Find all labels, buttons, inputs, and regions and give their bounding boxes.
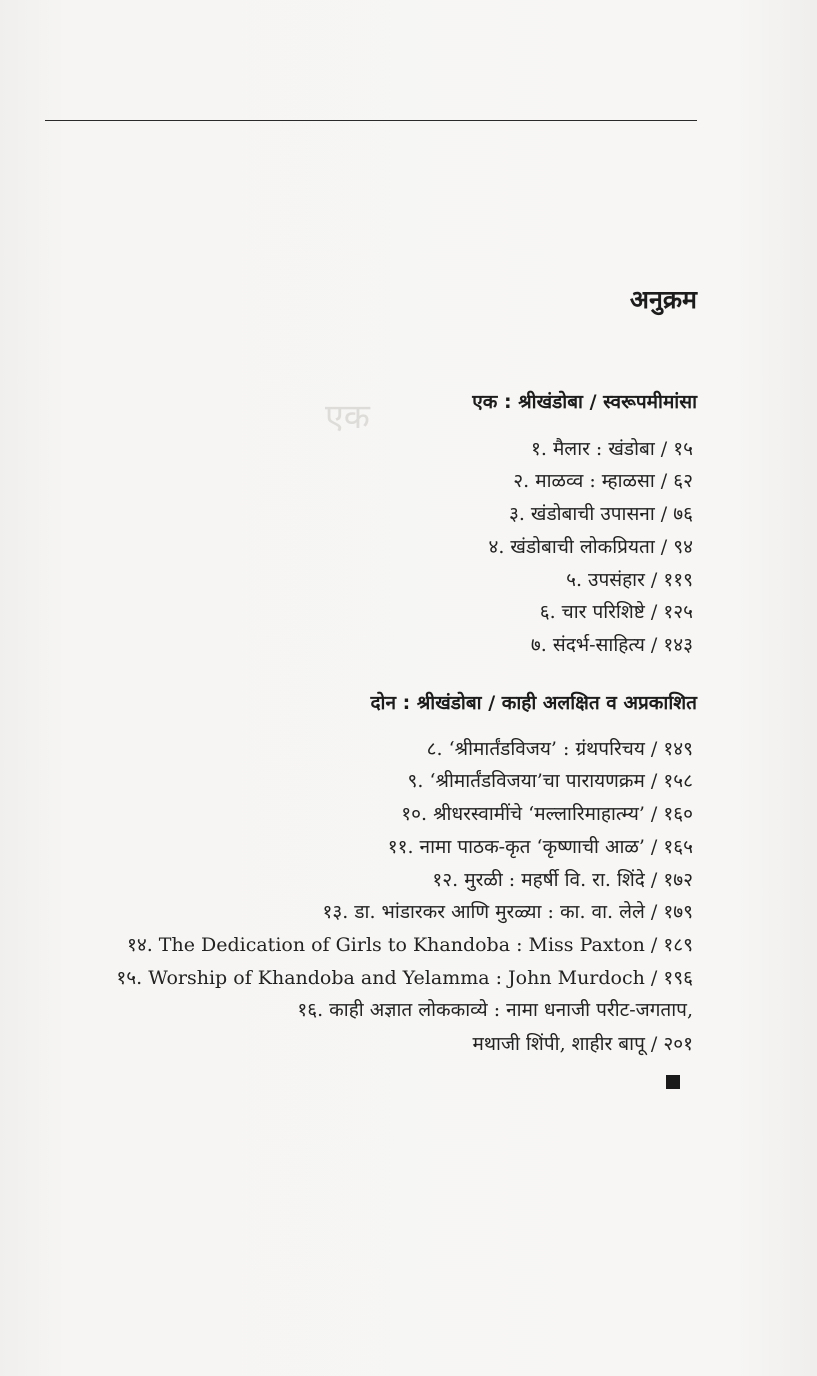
toc-entry: २. माळव्व : म्हाळसा / ६२: [513, 470, 693, 492]
toc-entry: १४. The Dedication of Girls to Khandoba : Miss Paxton / १८९: [126, 934, 693, 956]
toc-entry: ११. नामा पाठक-कृत ‘कृष्णाची आळ’ / १६५: [387, 836, 693, 858]
toc-entry: ६. चार परिशिष्टे / १२५: [539, 601, 693, 623]
toc-entry: १. मैलार : खंडोबा / १५: [530, 438, 693, 460]
toc-entry: मथाजी शिंपी, शाहीर बापू / २०१: [472, 1033, 693, 1055]
toc-entry: ७. संदर्भ-साहित्य / १४३: [530, 634, 693, 656]
toc-entry: ८. ‘श्रीमार्तंडविजय’ : ग्रंथपरिचय / १४९: [426, 738, 693, 760]
toc-entry: ३. खंडोबाची उपासना / ७६: [508, 503, 693, 525]
toc-entry: १३. डा. भांडारकर आणि मुरळ्या : का. वा. लेले / १७९: [322, 901, 693, 923]
bleed-through-mark: एक: [325, 397, 370, 437]
toc-entry: १६. काही अज्ञात लोककाव्ये : नामा धनाजी परीट-जगताप,: [297, 999, 693, 1021]
toc-entry: १२. मुरळी : महर्षी वि. रा. शिंदे / १७२: [432, 869, 693, 891]
toc-entry: ९. ‘श्रीमार्तंडविजया’चा पारायणक्रम / १५८: [407, 770, 693, 792]
toc-entry: ५. उपसंहार / ११९: [566, 569, 693, 591]
top-rule: [45, 120, 697, 121]
toc-entry: १५. Worship of Khandoba and Yelamma : John Murdoch / १९६: [116, 967, 693, 989]
section-heading-one: एक : श्रीखंडोबा / स्वरूपमीमांसा: [472, 391, 697, 413]
page-title: अनुक्रम: [629, 285, 697, 314]
toc-entry: १०. श्रीधरस्वामींचे ‘मल्लारिमाहात्म्य’ / १६०: [401, 803, 693, 825]
section-heading-two: दोन : श्रीखंडोबा / काही अलक्षित व अप्रकाशित: [370, 692, 697, 714]
toc-entry: ४. खंडोबाची लोकप्रियता / ९४: [488, 536, 693, 558]
end-square-mark: [666, 1075, 680, 1089]
